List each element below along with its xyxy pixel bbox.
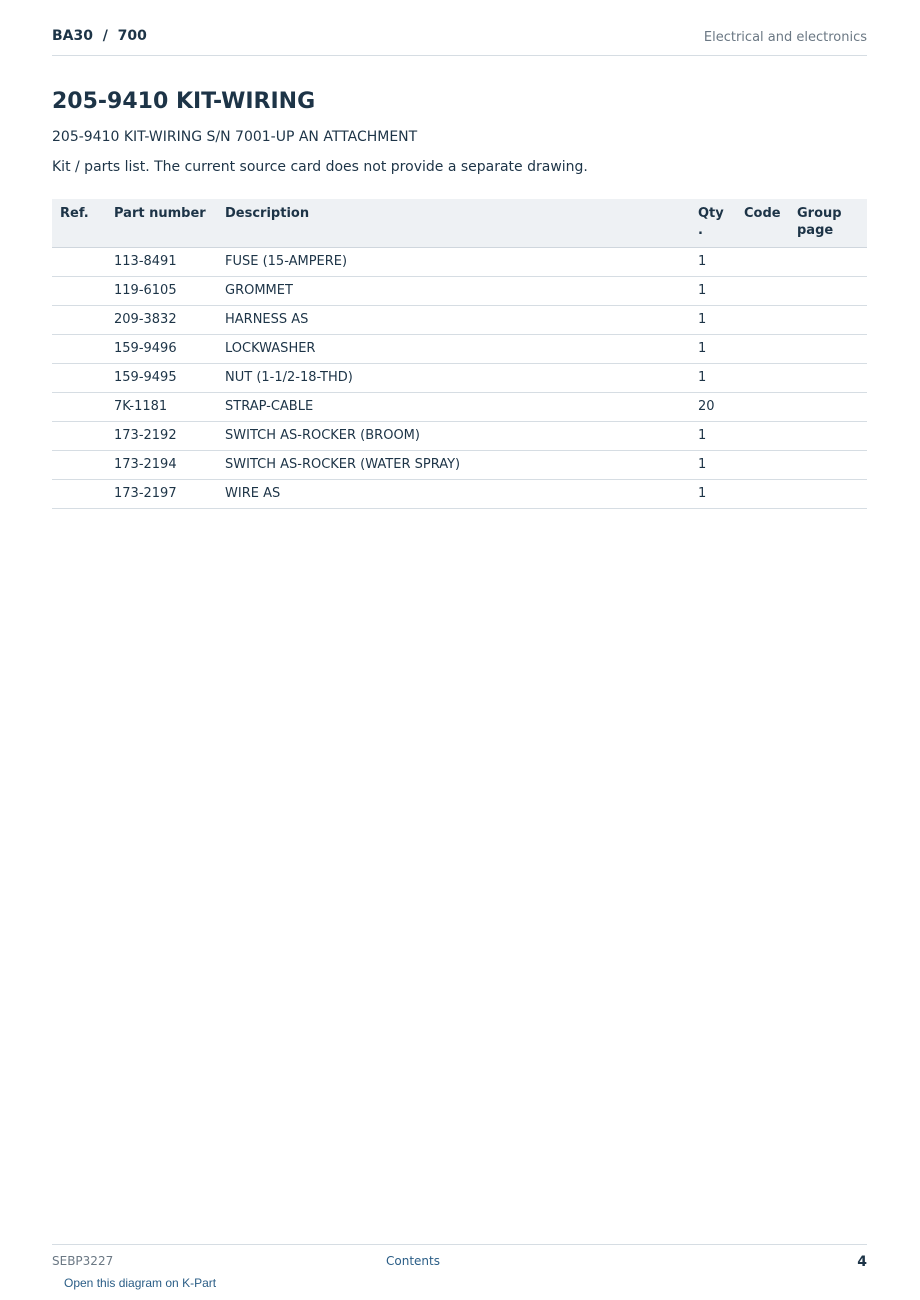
parts-table <box>52 199 867 509</box>
cell-code <box>736 451 789 480</box>
model-breadcrumb: BA30 / 700 <box>52 28 147 44</box>
cell-part-number: 113-8491 <box>106 248 217 277</box>
cell-qty: 1 <box>690 451 736 480</box>
cell-qty: 20 <box>690 393 736 422</box>
qty-header-line2: . <box>698 223 703 238</box>
cell-description: LOCKWASHER <box>217 335 690 364</box>
cell-code <box>736 480 789 509</box>
cell-group-page <box>789 277 867 306</box>
group-header-line2: page <box>797 223 834 238</box>
page-number: 4 <box>857 1254 867 1270</box>
group-header-line1: Group <box>797 206 842 221</box>
contents-link[interactable]: Contents <box>386 1254 440 1268</box>
cell-part-number: 7K-1181 <box>106 393 217 422</box>
parts-table-header <box>52 199 867 248</box>
cell-qty: 1 <box>690 277 736 306</box>
cell-group-page <box>789 364 867 393</box>
cell-ref <box>52 422 106 451</box>
cell-part-number: 209-3832 <box>106 306 217 335</box>
cell-qty: 1 <box>690 480 736 509</box>
cell-part-number: 119-6105 <box>106 277 217 306</box>
cell-description: STRAP-CABLE <box>217 393 690 422</box>
header-row <box>52 199 867 248</box>
page-title: 205-9410 KIT-WIRING <box>52 89 316 114</box>
cell-description: WIRE AS <box>217 480 690 509</box>
cell-qty: 1 <box>690 248 736 277</box>
section-name: Electrical and electronics <box>703 30 867 45</box>
cell-group-page <box>789 393 867 422</box>
cell-ref <box>52 306 106 335</box>
cell-ref <box>52 364 106 393</box>
cell-description: HARNESS AS <box>217 306 690 335</box>
table-row <box>52 393 867 422</box>
cell-group-page <box>789 306 867 335</box>
parts-table-body <box>52 248 867 509</box>
col-ref-header: Ref. <box>52 199 106 248</box>
cell-ref <box>52 480 106 509</box>
cell-description: SWITCH AS-ROCKER (BROOM) <box>217 422 690 451</box>
cell-ref <box>52 393 106 422</box>
document-code: SEBP3227 <box>52 1254 114 1268</box>
open-in-kpart-link[interactable]: Open this diagram on K-Part <box>64 1276 217 1290</box>
cell-qty: 1 <box>690 335 736 364</box>
col-code-header: Code <box>736 199 789 248</box>
cell-part-number: 159-9496 <box>106 335 217 364</box>
col-qty-header <box>690 199 736 248</box>
table-row <box>52 364 867 393</box>
col-description-header: Description <box>217 199 690 248</box>
cell-description: NUT (1-1/2-18-THD) <box>217 364 690 393</box>
cell-part-number: 173-2192 <box>106 422 217 451</box>
cell-code <box>736 248 789 277</box>
cell-code <box>736 306 789 335</box>
cell-ref <box>52 335 106 364</box>
table-row <box>52 306 867 335</box>
cell-group-page <box>789 451 867 480</box>
col-group-page-header <box>789 199 867 248</box>
table-row <box>52 422 867 451</box>
page-footer <box>52 1244 867 1273</box>
page-header <box>52 28 867 56</box>
cell-qty: 1 <box>690 364 736 393</box>
cell-qty: 1 <box>690 422 736 451</box>
cell-code <box>736 335 789 364</box>
qty-header-line1: Qty <box>698 206 724 221</box>
cell-qty: 1 <box>690 306 736 335</box>
cell-part-number: 159-9495 <box>106 364 217 393</box>
table-row <box>52 335 867 364</box>
cell-description: GROMMET <box>217 277 690 306</box>
cell-group-page <box>789 248 867 277</box>
table-row <box>52 277 867 306</box>
cell-code <box>736 364 789 393</box>
cell-ref <box>52 248 106 277</box>
col-part-number-header: Part number <box>106 199 217 248</box>
table-row <box>52 480 867 509</box>
cell-code <box>736 422 789 451</box>
page-subtitle: 205-9410 KIT-WIRING S/N 7001-UP AN ATTACHMENT <box>52 129 418 145</box>
cell-part-number: 173-2194 <box>106 451 217 480</box>
cell-description: FUSE (15-AMPERE) <box>217 248 690 277</box>
cell-description: SWITCH AS-ROCKER (WATER SPRAY) <box>217 451 690 480</box>
cell-code <box>736 277 789 306</box>
cell-part-number: 173-2197 <box>106 480 217 509</box>
page-note: Kit / parts list. The current source card does not provide a separate drawing. <box>52 159 588 175</box>
cell-ref <box>52 277 106 306</box>
cell-code <box>736 393 789 422</box>
table-row <box>52 248 867 277</box>
table-row <box>52 451 867 480</box>
cell-ref <box>52 451 106 480</box>
cell-group-page <box>789 335 867 364</box>
cell-group-page <box>789 422 867 451</box>
cell-group-page <box>789 480 867 509</box>
